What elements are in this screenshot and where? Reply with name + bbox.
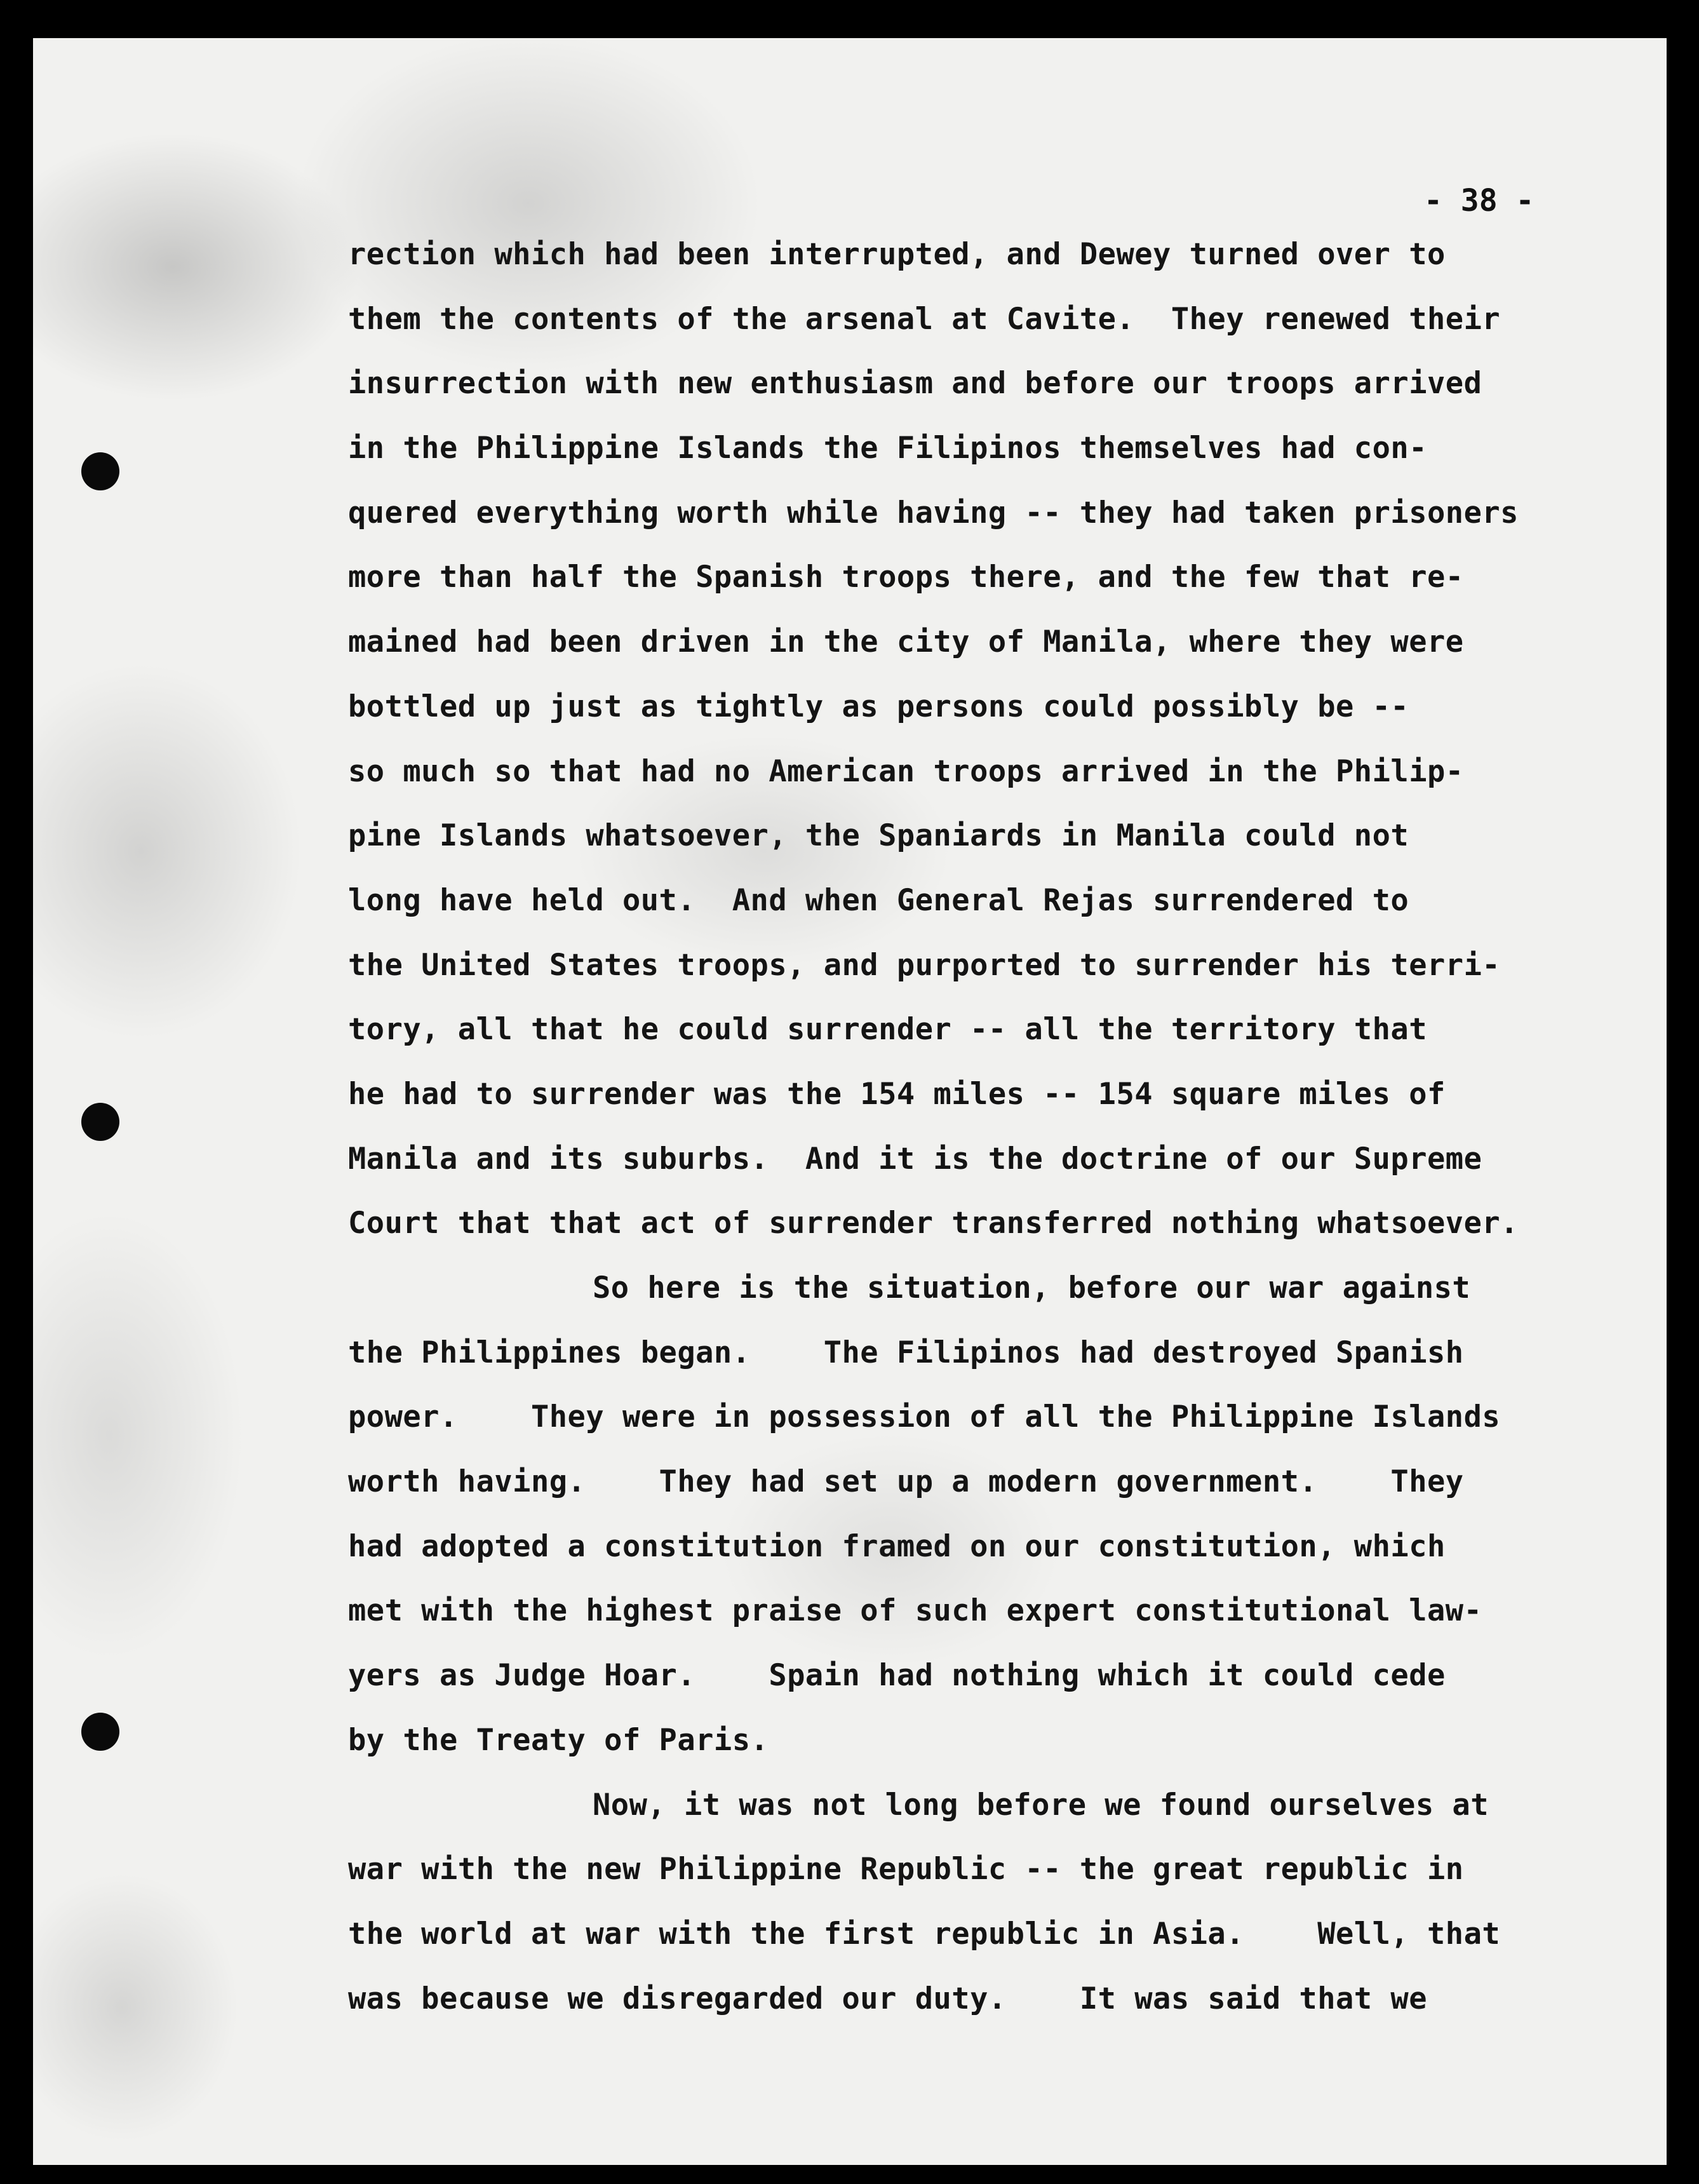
text-line: power. They were in possession of all the Philippine Islands — [348, 1399, 1501, 1435]
text-line: more than half the Spanish troops there, and the few that re- — [348, 560, 1464, 595]
text-line: he had to surrender was the 154 miles -- 154 square miles of — [348, 1076, 1446, 1112]
text-line: the United States troops, and purported to surrender his terri- — [348, 947, 1501, 983]
paragraph-start-line: Now, it was not long before we found ourselves at — [593, 1787, 1489, 1823]
text-line: worth having. They had set up a modern government. They — [348, 1464, 1464, 1500]
page-number: - 38 - — [1424, 183, 1534, 219]
text-line: them the contents of the arsenal at Cavite. They renewed their — [348, 301, 1501, 337]
text-line: was because we disregarded our duty. It was said that we — [348, 1981, 1427, 2016]
punch-hole-middle — [81, 1103, 119, 1141]
text-line: in the Philippine Islands the Filipinos themselves had con- — [348, 431, 1427, 466]
body-text — [348, 222, 1625, 2031]
text-line: yers as Judge Hoar. Spain had nothing which it could cede — [348, 1658, 1446, 1694]
text-line: the Philippines began. The Filipinos had destroyed Spanish — [348, 1335, 1464, 1370]
text-line: quered everything worth while having -- they had taken prisoners — [348, 495, 1519, 530]
text-line: the world at war with the first republic in Asia. Well, that — [348, 1916, 1501, 1951]
text-line: met with the highest praise of such expert constitutional law- — [348, 1593, 1482, 1629]
text-line: so much so that had no American troops arrived in the Philip- — [348, 753, 1464, 789]
punch-hole-bottom — [81, 1713, 119, 1751]
paragraph-start-line: So here is the situation, before our war against — [593, 1271, 1471, 1305]
punch-hole-top — [81, 452, 119, 490]
text-line: insurrection with new enthusiasm and before our troops arrived — [348, 366, 1482, 401]
text-line: had adopted a constitution framed on our constitution, which — [348, 1528, 1446, 1564]
text-line: Court that that act of surrender transferred nothing whatsoever. — [348, 1206, 1519, 1241]
text-line: war with the new Philippine Republic -- the great republic in — [348, 1852, 1464, 1887]
text-line: tory, all that he could surrender -- all the territory that — [348, 1012, 1427, 1048]
text-line: bottled up just as tightly as persons could possibly be -- — [348, 689, 1409, 724]
text-line: pine Islands whatsoever, the Spaniards in Manila could not — [348, 818, 1409, 854]
text-line: rection which had been interrupted, and Dewey turned over to — [348, 237, 1446, 272]
text-line: long have held out. And when General Rejas surrendered to — [348, 882, 1409, 918]
text-line: Manila and its suburbs. And it is the doctrine of our Supreme — [348, 1141, 1482, 1176]
text-line: mained had been driven in the city of Manila, where they were — [348, 624, 1464, 660]
text-line: by the Treaty of Paris. — [348, 1722, 769, 1758]
